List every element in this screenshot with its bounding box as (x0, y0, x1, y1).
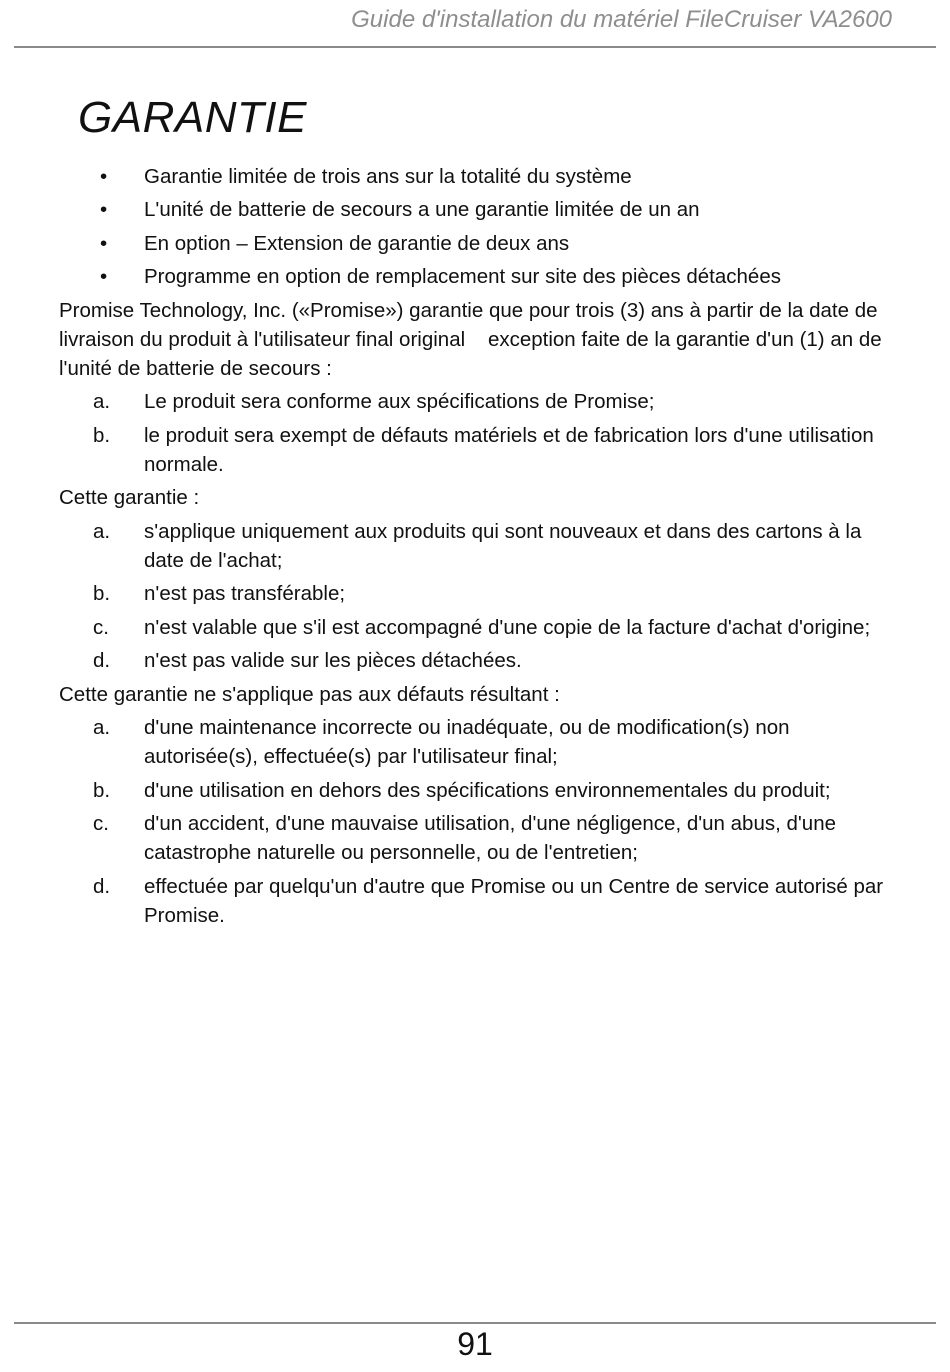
section-label-exclusions: Cette garantie ne s'applique pas aux défauts résultant : (59, 682, 560, 706)
bullet-mark: • (100, 164, 108, 188)
bullet-item (59, 195, 904, 224)
list-marker: b. (93, 423, 111, 447)
bullet-text: Garantie limitée de trois ans sur la totalité du système (144, 164, 632, 188)
list-item (59, 646, 904, 675)
list-text: s'applique uniquement aux produits qui sont nouveaux et dans des cartons à la date de l'achat; (144, 519, 862, 572)
list-marker: b. (93, 778, 111, 802)
list-marker: a. (93, 716, 111, 739)
bullet-list (59, 162, 904, 292)
bullet-mark: • (100, 198, 108, 221)
list-item (59, 613, 904, 642)
list-item (59, 517, 904, 575)
list-text: n'est pas valide sur les pièces détachées. (144, 649, 522, 672)
bullet-mark: • (100, 231, 108, 255)
list-marker: c. (93, 615, 109, 639)
list-text: d'une utilisation en dehors des spécifications environnementales du produit; (144, 778, 831, 802)
list-marker: c. (93, 812, 109, 835)
list-item (59, 809, 904, 867)
bullet-item (59, 229, 904, 258)
list-item (59, 387, 904, 416)
bullet-item (59, 262, 904, 291)
list-marker: a. (93, 519, 111, 543)
list-marker: d. (93, 649, 111, 672)
list-text: effectuée par quelqu'un d'autre que Promise ou un Centre de service autorisé par Promise. (144, 874, 884, 927)
list-text: d'un accident, d'une mauvaise utilisation, d'une négligence, d'un abus, d'une catastrophe naturelle ou personnelle, ou de l'entretien; (144, 812, 837, 864)
list-marker: a. (93, 390, 111, 413)
list-text: le produit sera exempt de défauts matériels et de fabrication lors d'une utilisation normale. (144, 423, 874, 476)
footer-divider (14, 1322, 936, 1324)
running-header: Guide d'installation du matériel FileCruiser VA2600 (351, 6, 892, 33)
list-text: n'est valable que s'il est accompagné d'une copie de la facture d'achat d'origine; (144, 615, 871, 639)
list-marker: b. (93, 582, 111, 605)
bullet-text: En option – Extension de garantie de deux ans (144, 231, 570, 255)
list-text: d'une maintenance incorrecte ou inadéquate, ou de modification(s) non autorisée(s), effectuée(s) par l'utilisateur final; (144, 716, 790, 768)
list-text: Le produit sera conforme aux spécifications de Promise; (144, 390, 655, 413)
bullet-text: L'unité de batterie de secours a une garantie limitée de un an (144, 198, 700, 221)
bullet-item (59, 162, 904, 191)
list-item (59, 776, 904, 805)
warranty-intro: Promise Technology, Inc. («Promise») garantie que pour trois (3) ans à partir de la date de livraison du produit à l'utilisateur final original exception faite de la garantie d'un (1) an de l'unité de batterie de secours : (59, 298, 888, 380)
warranty-content (59, 157, 904, 934)
list-item (59, 421, 904, 479)
page-title: GARANTIE (78, 93, 307, 142)
section-label-applicability: Cette garantie : (59, 486, 200, 509)
header-divider (14, 46, 936, 48)
list-item (59, 713, 904, 771)
warranty-conditions-list (59, 387, 904, 479)
list-text: n'est pas transférable; (144, 582, 346, 605)
page-number: 91 (457, 1326, 493, 1362)
list-marker: d. (93, 874, 111, 898)
applicability-list (59, 517, 904, 676)
bullet-text: Programme en option de remplacement sur site des pièces détachées (144, 265, 781, 288)
list-item (59, 872, 904, 930)
list-item (59, 579, 904, 608)
bullet-mark: • (100, 265, 108, 288)
exclusions-list (59, 713, 904, 930)
